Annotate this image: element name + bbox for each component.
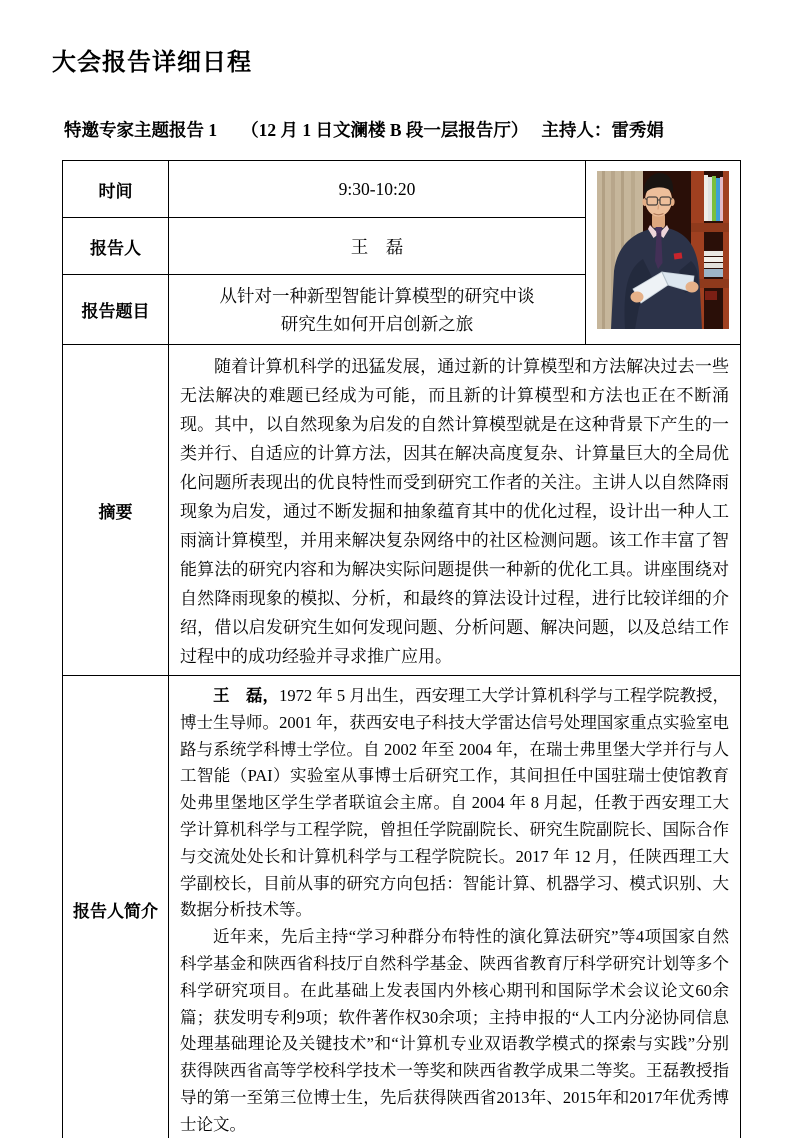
bio-speaker-name: 王 磊， xyxy=(213,686,280,705)
bio-label: 报告人简介 xyxy=(63,676,169,1138)
session-venue: （12 月 1 日文澜楼 B 段一层报告厅） xyxy=(241,120,529,140)
abstract-label: 摘要 xyxy=(63,345,169,676)
time-value: 9:30-10:20 xyxy=(169,161,586,218)
topic-title xyxy=(169,275,586,345)
topic-title-line1: 从针对一种新型智能计算模型的研究中谈 xyxy=(219,285,535,306)
bio-paragraph-2: 近年来，先后主持“学习种群分布特性的演化算法研究”等4项国家自然科学基金和陕西省科技厅自然科学基金、陕西省教育厅科学研究计划等多个科学研究项目。在此基础上发表国内外核心期刊和国际学术会议论文60余篇；获发明专利9项；软件著作权30余项；主持申报的“人工内分泌协同信息处理基础理论及关键技术”和“计算机专业双语教学模式的探索与实践”分别获得陕西省高等学校科学技术一等奖和陕西省教学成果二等奖。王磊教授指导的第一至第三位博士生，先后获得陕西省2013年、2015年和2017年优秀博士论文。 xyxy=(180,927,730,1134)
abstract-text-cell xyxy=(169,345,741,676)
speaker-photo xyxy=(597,171,729,329)
schedule-table xyxy=(62,160,741,1138)
table-row-bio xyxy=(63,676,741,1138)
table-row-abstract xyxy=(63,345,741,676)
bio-paragraph-1 xyxy=(180,683,729,924)
session-header xyxy=(64,117,746,142)
speaker-photo-cell xyxy=(586,161,741,345)
time-label: 时间 xyxy=(63,161,169,218)
table-row-time xyxy=(63,161,741,218)
topic-title-line2: 研究生如何开启创新之旅 xyxy=(280,313,474,334)
bio-paragraph-1-text: 1972 年 5 月出生，西安理工大学计算机科学与工程学院教授，博士生导师。2001 年，获西安电子科技大学雷达信号处理国家重点实验室电路与系统学科博士学位。自 2002 年至 2004 年，在瑞士弗里堡大学并行与人工智能（PAI）实验室从事博士后研究工作，其间担任中国驻瑞士使馆教育处弗里堡地区学生学者联谊会主席。自 2004 年 8 月起，任教于西安理工大学计算机科学与工程学院，曾担任学院副院长、研究生院副院长、国际合作与交流处处长和计算机科学与工程学院院长。2017 年 12 月，任陕西理工大学副校长，目前从事的研究方向包括：智能计算、机器学习、模式识别、大数据分析技术等。 xyxy=(180,686,730,920)
session-name: 特邀专家主题报告 1 xyxy=(64,120,218,140)
speaker-name: 王 磊 xyxy=(169,218,586,275)
session-host: 主持人：雷秀娟 xyxy=(541,120,664,140)
page-title: 大会报告详细日程 xyxy=(52,50,252,76)
topic-label: 报告题目 xyxy=(63,275,169,345)
abstract-paragraph: 随着计算机科学的迅猛发展，通过新的计算模型和方法解决过去一些无法解决的难题已经成为可能，而且新的计算模型和方法也正在不断涌现。其中，以自然现象为启发的自然计算模型就是在这种背景下产生的一类并行、自适应的计算方法，因其在解决高度复杂、计算量巨大的全局优化问题所表现出的优良特性而受到研究工作者的关注。主讲人以自然降雨现象为启发，通过不断发掘和抽象蕴育其中的优化过程，设计出一种人工雨滴计算模型，并用来解决复杂网络中的社区检测问题。该工作丰富了智能算法的研究内容和为解决实际问题提供一种新的优化工具。讲座围绕对自然降雨现象的模拟、分析，和最终的算法设计过程，进行比较详细的介绍，借以启发研究生如何发现问题、分析问题、解决问题，以及总结工作过程中的成功经验并寻求推广应用。 xyxy=(180,357,729,666)
speaker-photo-illustration xyxy=(597,171,729,329)
speaker-label: 报告人 xyxy=(63,218,169,275)
bio-text-cell xyxy=(169,676,741,1138)
